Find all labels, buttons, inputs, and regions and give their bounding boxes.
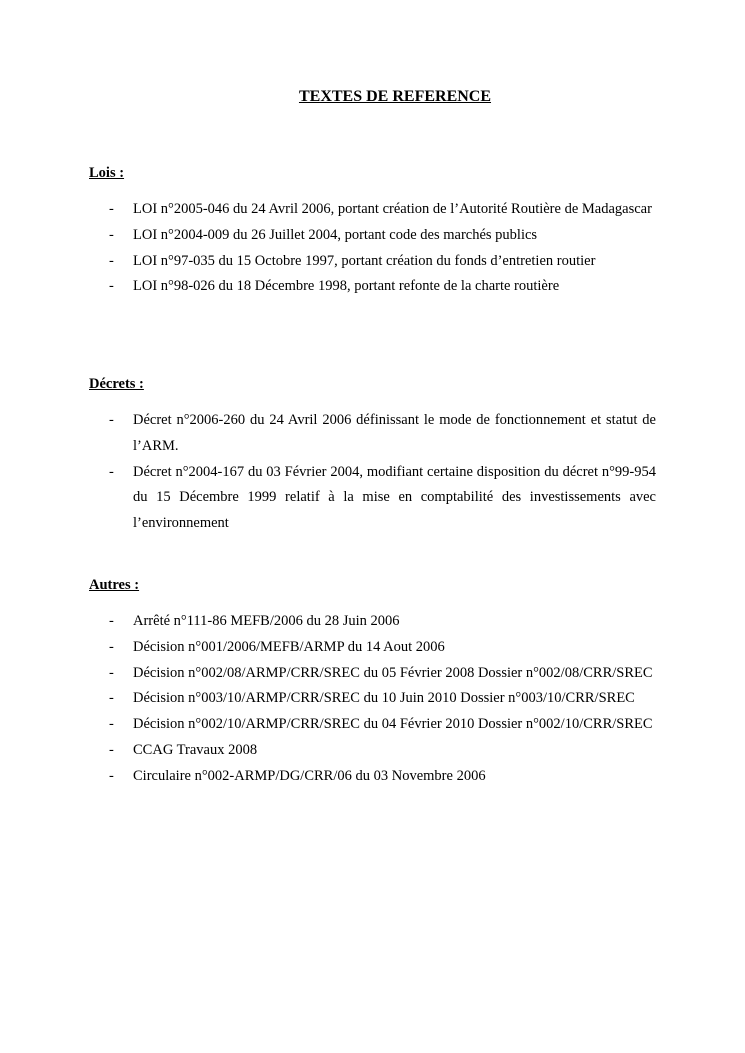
list-item-text: LOI n°2005-046 du 24 Avril 2006, portant création de l’Autorité Routière de Madagascar (133, 201, 652, 217)
list-item (89, 197, 656, 223)
list-item (89, 223, 656, 249)
section-autres (89, 575, 656, 790)
section-decrets (89, 374, 656, 537)
bullet-dash: - (109, 664, 114, 681)
list-item (89, 609, 656, 635)
list-item (89, 764, 656, 790)
list-decrets (89, 408, 656, 537)
list-item (89, 738, 656, 764)
list-autres (89, 609, 656, 790)
list-item-text: CCAG Travaux 2008 (133, 741, 258, 758)
bullet-dash: - (109, 690, 114, 707)
list-item (89, 249, 656, 275)
bullet-dash: - (109, 201, 114, 217)
section-heading-decrets: Décrets : (89, 376, 144, 392)
list-item-text: Décision n°002/10/ARMP/CRR/SREC du 04 Février 2010 Dossier n°002/10/CRR/SREC (133, 716, 653, 733)
list-item-text: Décision n°002/08/ARMP/CRR/SREC du 05 Février 2008 Dossier n°002/08/CRR/SREC (133, 664, 653, 681)
list-item (89, 274, 656, 300)
bullet-dash: - (109, 716, 114, 733)
list-item-text: LOI n°98-026 du 18 Décembre 1998, portant refonte de la charte routière (133, 278, 560, 295)
section-lois (89, 163, 656, 300)
list-item (89, 408, 656, 460)
bullet-dash: - (109, 278, 114, 295)
bullet-dash: - (109, 226, 114, 243)
list-item-text: LOI n°2004-009 du 26 Juillet 2004, portant code des marchés publics (133, 226, 538, 243)
list-item (89, 661, 656, 687)
list-item (89, 712, 656, 738)
list-item-text: Circulaire n°002-ARMP/DG/CRR/06 du 03 Novembre 2006 (133, 767, 486, 784)
bullet-dash: - (109, 741, 114, 758)
list-item-text: Décret n°2006-260 du 24 Avril 2006 définissant le mode de fonctionnement et statut de l’ARM. (133, 412, 656, 454)
list-item-text: LOI n°97-035 du 15 Octobre 1997, portant création du fonds d’entretien routier (133, 252, 596, 269)
list-item (89, 460, 656, 537)
list-item (89, 686, 656, 712)
list-item (89, 635, 656, 661)
section-heading-lois: Lois : (89, 165, 125, 181)
bullet-dash: - (109, 613, 114, 629)
list-item-text: Arrêté n°111-86 MEFB/2006 du 28 Juin 2006 (133, 613, 400, 629)
list-item-text: Décision n°003/10/ARMP/CRR/SREC du 10 Juin 2010 Dossier n°003/10/CRR/SREC (133, 690, 635, 707)
bullet-dash: - (109, 412, 114, 428)
list-lois (89, 197, 656, 300)
bullet-dash: - (109, 767, 114, 784)
bullet-dash: - (109, 252, 114, 269)
list-item-text: Décision n°001/2006/MEFB/ARMP du 14 Aout 2006 (133, 638, 445, 655)
list-item-text: Décret n°2004-167 du 03 Février 2004, modifiant certaine disposition du décret n°99-954 du 15 Décembre 1999 relatif à la mise en comptabilité des investissements avec l’environnement (133, 463, 656, 532)
bullet-dash: - (109, 638, 114, 655)
section-heading-autres: Autres : (89, 577, 140, 593)
bullet-dash: - (109, 463, 114, 480)
document-title: TEXTES DE REFERENCE (298, 88, 492, 105)
